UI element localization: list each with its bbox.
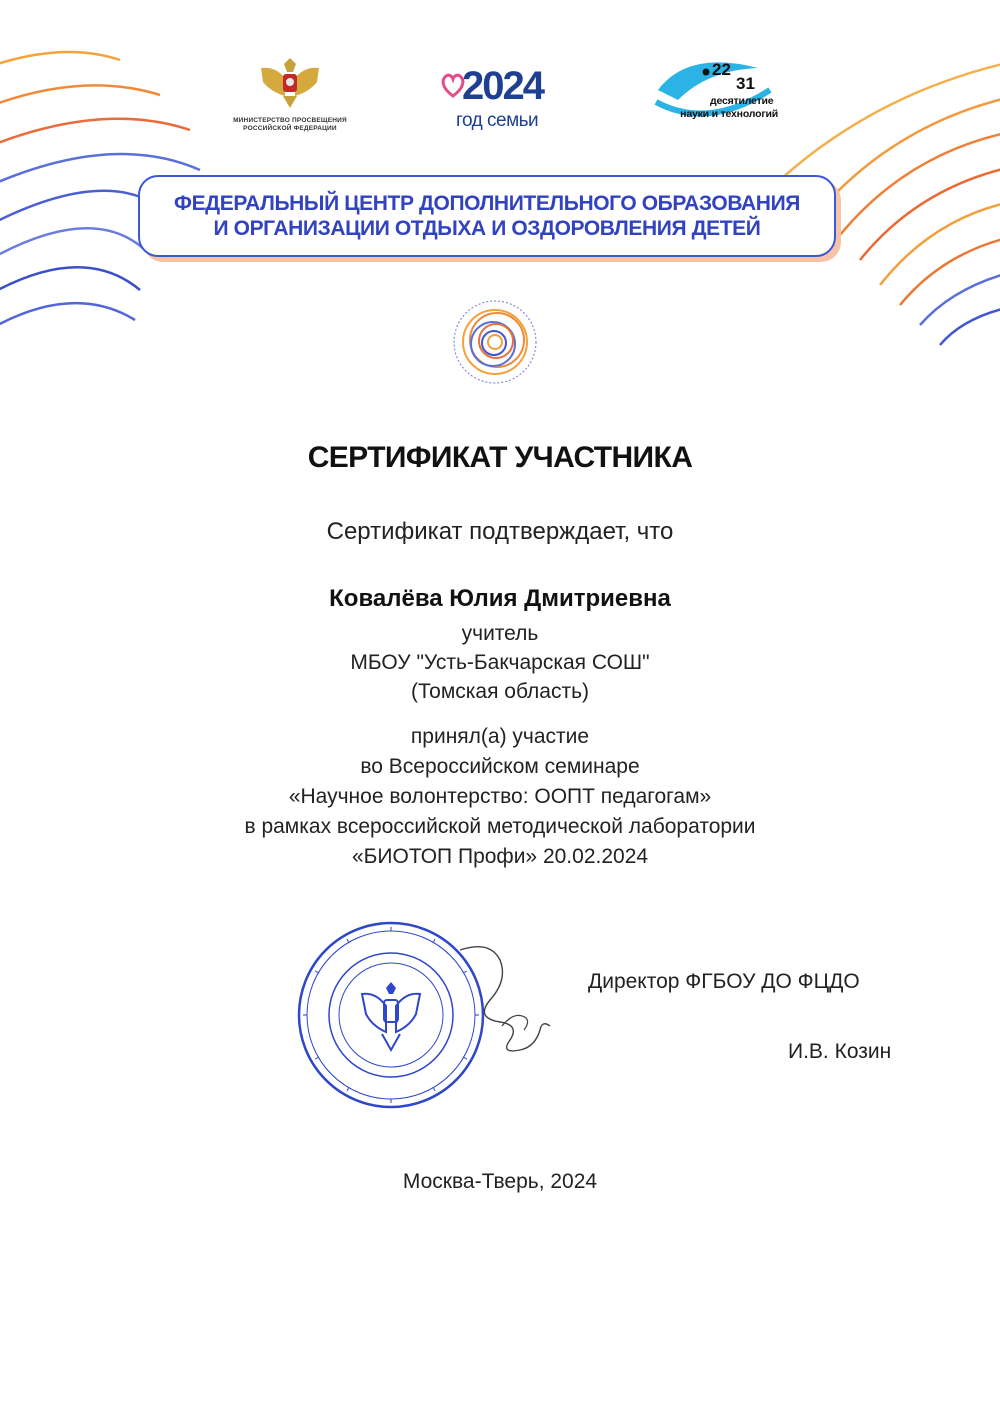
banner-line-2: И ОРГАНИЗАЦИИ ОТДЫХА И ОЗДОРОВЛЕНИЯ ДЕТЕЙ	[213, 217, 761, 240]
decade-word: десятилетие	[710, 95, 774, 107]
laboratory-text: в рамках всероссийской методической лаборатории	[244, 815, 756, 838]
eagle-emblem-icon	[255, 52, 325, 110]
banner-line-1: ФЕДЕРАЛЬНЫЙ ЦЕНТР ДОПОЛНИТЕЛЬНОГО ОБРАЗОВАНИЯ	[174, 192, 800, 215]
seminar-name: «Научное волонтерство: ООПТ педагогам»	[288, 785, 712, 808]
seminar-type: во Всероссийском семинаре	[360, 755, 640, 778]
decade-years-start: 22	[712, 60, 731, 79]
director-title: Директор ФГБОУ ДО ФЦДО	[588, 970, 860, 993]
participant-position: учитель	[461, 622, 539, 645]
decade-of-science-logo	[648, 50, 778, 135]
certificate-title: СЕРТИФИКАТ УЧАСТНИКА	[307, 441, 693, 474]
ministry-caption-line2: РОССИЙСКОЙ ФЕДЕРАЦИИ	[243, 125, 337, 132]
participant-region: (Томская область)	[410, 680, 590, 703]
center-name-banner	[138, 175, 836, 257]
confirm-text: Сертификат подтверждает, что	[326, 518, 674, 545]
decade-years-end: 31	[736, 74, 755, 93]
ministry-logo	[230, 52, 350, 137]
participant-organization: МБОУ "Усть-Бакчарская СОШ"	[350, 651, 650, 674]
ministry-caption-line1: МИНИСТЕРСТВО ПРОСВЕЩЕНИЯ	[233, 117, 347, 124]
place-and-year: Москва-Тверь, 2024	[402, 1170, 598, 1193]
year-of-family-logo	[440, 66, 550, 136]
stamp-eagle-icon	[362, 982, 420, 1050]
took-part-text: принял(а) участие	[410, 725, 590, 748]
year-caption: год семьи	[456, 110, 539, 131]
participant-name: Ковалёва Юлия Дмитриевна	[329, 585, 671, 612]
decade-subtitle: науки и технологий	[680, 108, 778, 120]
director-signature	[430, 930, 560, 1070]
director-name: И.В. Козин	[788, 1040, 892, 1063]
year-number: 2024	[462, 64, 543, 108]
laboratory-name-date: «БИОТОП Профи» 20.02.2024	[351, 845, 649, 868]
spiral-emblem-icon	[450, 297, 540, 387]
